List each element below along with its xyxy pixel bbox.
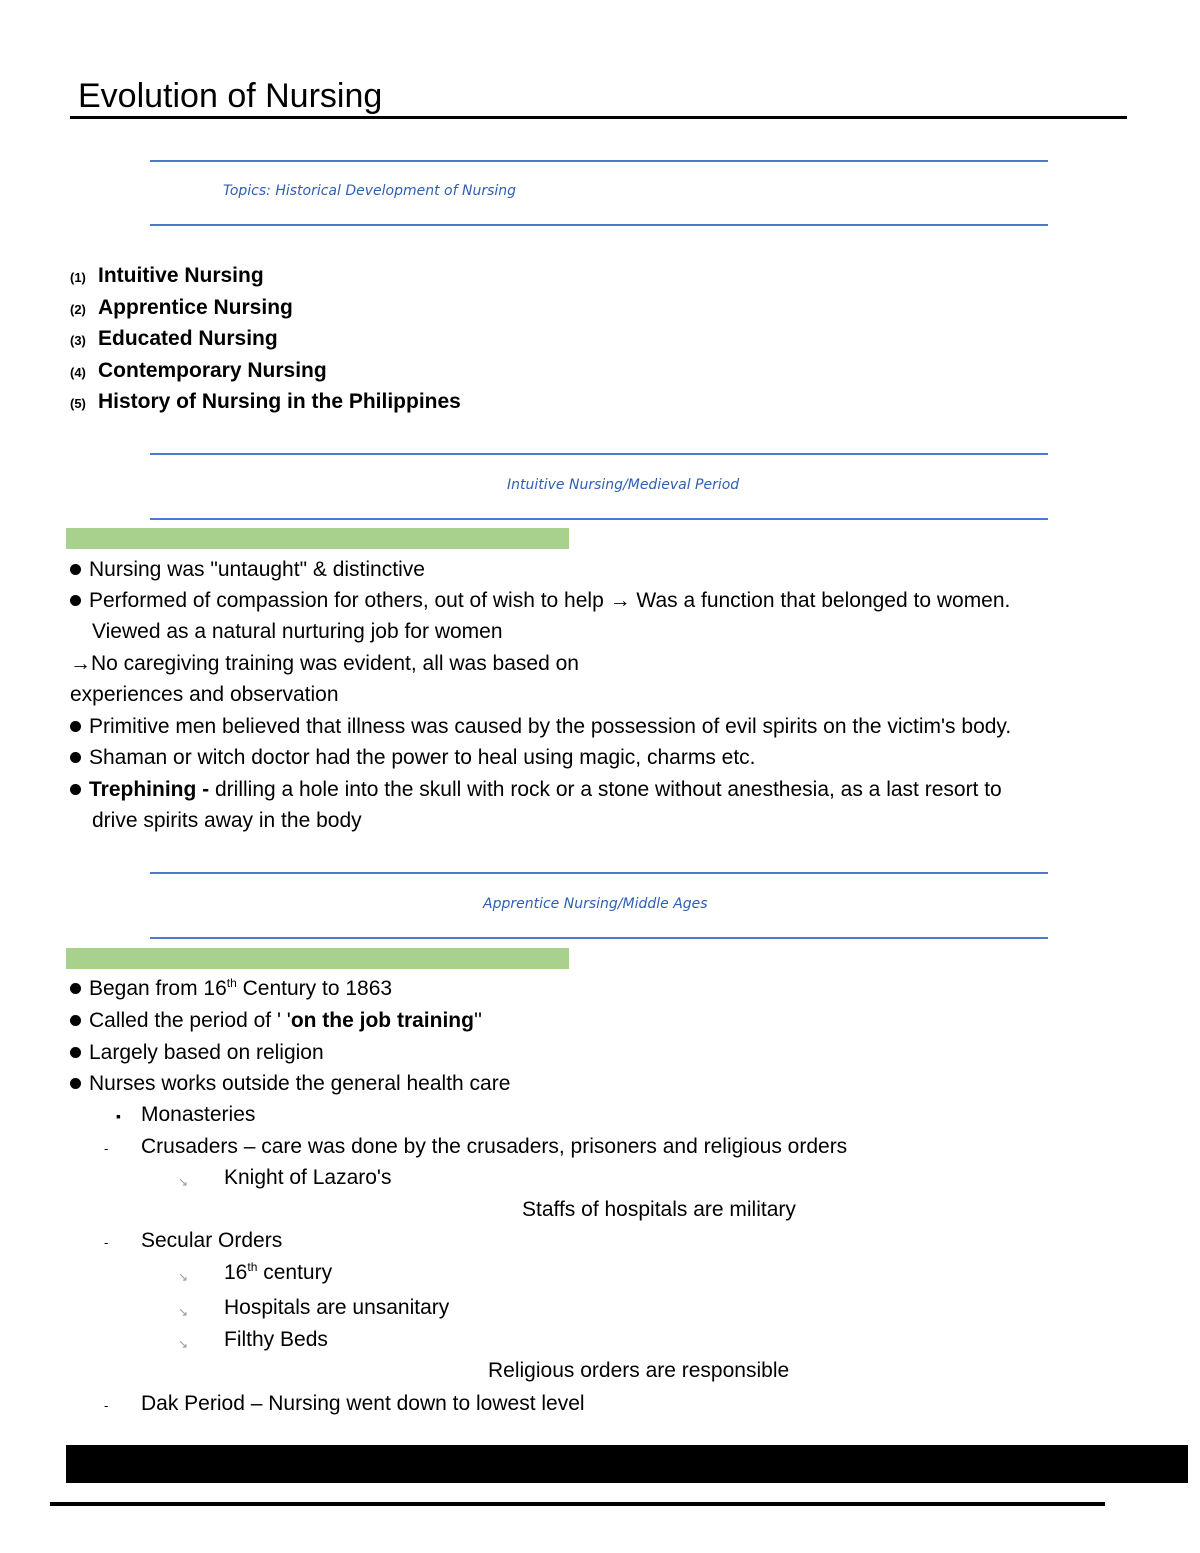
bullet-icon <box>70 564 81 575</box>
note-text: Staffs of hospitals are military <box>522 1198 796 1221</box>
square-bullet-icon: ▪ <box>116 1108 121 1124</box>
list-item-continuation: Viewed as a natural nurturing job for women <box>92 620 503 643</box>
bullet-icon <box>70 1047 81 1058</box>
section2-heading: Apprentice Nursing/Middle Ages <box>483 896 708 912</box>
list-item-continuation: drive spirits away in the body <box>92 809 362 832</box>
note-text: Religious orders are responsible <box>488 1359 790 1382</box>
sub-sub-list-item: ↘ 16th century <box>178 1260 333 1284</box>
arrow-bullet-icon: ↘ <box>178 1305 189 1319</box>
arrow-bullet-icon: ↘ <box>178 1270 189 1284</box>
topics-top-rule <box>150 160 1048 162</box>
list-item: Shaman or witch doctor had the power to heal using magic, charms etc. <box>70 745 756 771</box>
sub-list-item: Crusaders – care was done by the crusaders, prisoners and religious orders <box>141 1135 848 1158</box>
sub-list-item: Dak Period – Nursing went down to lowest level <box>141 1392 585 1415</box>
toc-item: (4) Contemporary Nursing <box>70 359 327 382</box>
page-title: Evolution of Nursing <box>78 77 383 115</box>
list-item: Primitive men believed that illness was caused by the possession of evil spirits on the victim's body. <box>70 714 1011 740</box>
list-item: Trephining - drilling a hole into the skull with rock or a stone without anesthesia, as a last resort to <box>70 777 1002 803</box>
list-item: Began from 16th Century to 1863 <box>70 976 392 1002</box>
toc-item: (2) Apprentice Nursing <box>70 296 293 319</box>
topics-label: Topics: Historical Development of Nursing <box>223 183 517 199</box>
bullet-icon <box>70 721 81 732</box>
list-item: →No caregiving training was evident, all was based on <box>70 652 579 675</box>
sub-sub-list-item: ↘ Hospitals are unsanitary <box>178 1296 450 1319</box>
section2-bottom-rule <box>150 937 1048 939</box>
sub-list-item: Monasteries <box>141 1103 256 1126</box>
section1-heading: Intuitive Nursing/Medieval Period <box>507 477 740 493</box>
title-underline <box>70 116 1127 119</box>
sub-sub-list-item: ↘ Filthy Beds <box>178 1328 328 1351</box>
footer-rule <box>50 1502 1105 1506</box>
sub-list-item: Secular Orders <box>141 1229 283 1252</box>
list-item: Called the period of ' 'on the job training'' <box>70 1008 482 1034</box>
arrow-bullet-icon: ↘ <box>178 1175 189 1189</box>
bullet-icon <box>70 752 81 763</box>
dash-bullet-icon: - <box>104 1235 109 1250</box>
page-number: 1 <box>1172 1451 1186 1476</box>
section2-top-rule <box>150 872 1048 874</box>
section2-highlight-bar <box>66 948 569 969</box>
list-item-continuation: experiences and observation <box>70 683 339 706</box>
toc-item: (5) History of Nursing in the Philippines <box>70 390 461 413</box>
sub-sub-list-item: ↘ Knight of Lazaro's <box>178 1166 392 1189</box>
bullet-icon <box>70 784 81 795</box>
section1-top-rule <box>150 453 1048 455</box>
bullet-icon <box>70 1015 81 1026</box>
bullet-icon <box>70 595 81 606</box>
list-item: Performed of compassion for others, out of wish to help → Was a function that belonged to women. <box>70 588 1010 614</box>
list-item: Nurses works outside the general health care <box>70 1071 510 1097</box>
dash-bullet-icon: - <box>104 1141 109 1156</box>
dash-bullet-icon: - <box>104 1398 109 1413</box>
bullet-icon <box>70 983 81 994</box>
footer-bar <box>66 1445 1188 1483</box>
bullet-icon <box>70 1078 81 1089</box>
section1-bottom-rule <box>150 518 1048 520</box>
toc-item: (3) Educated Nursing <box>70 327 278 350</box>
list-item: Largely based on religion <box>70 1040 324 1066</box>
section1-highlight-bar <box>66 528 569 549</box>
arrow-bullet-icon: ↘ <box>178 1337 189 1351</box>
list-item: Nursing was "untaught" & distinctive <box>70 557 425 583</box>
topics-bottom-rule <box>150 224 1048 226</box>
toc-item: (1) Intuitive Nursing <box>70 264 264 287</box>
